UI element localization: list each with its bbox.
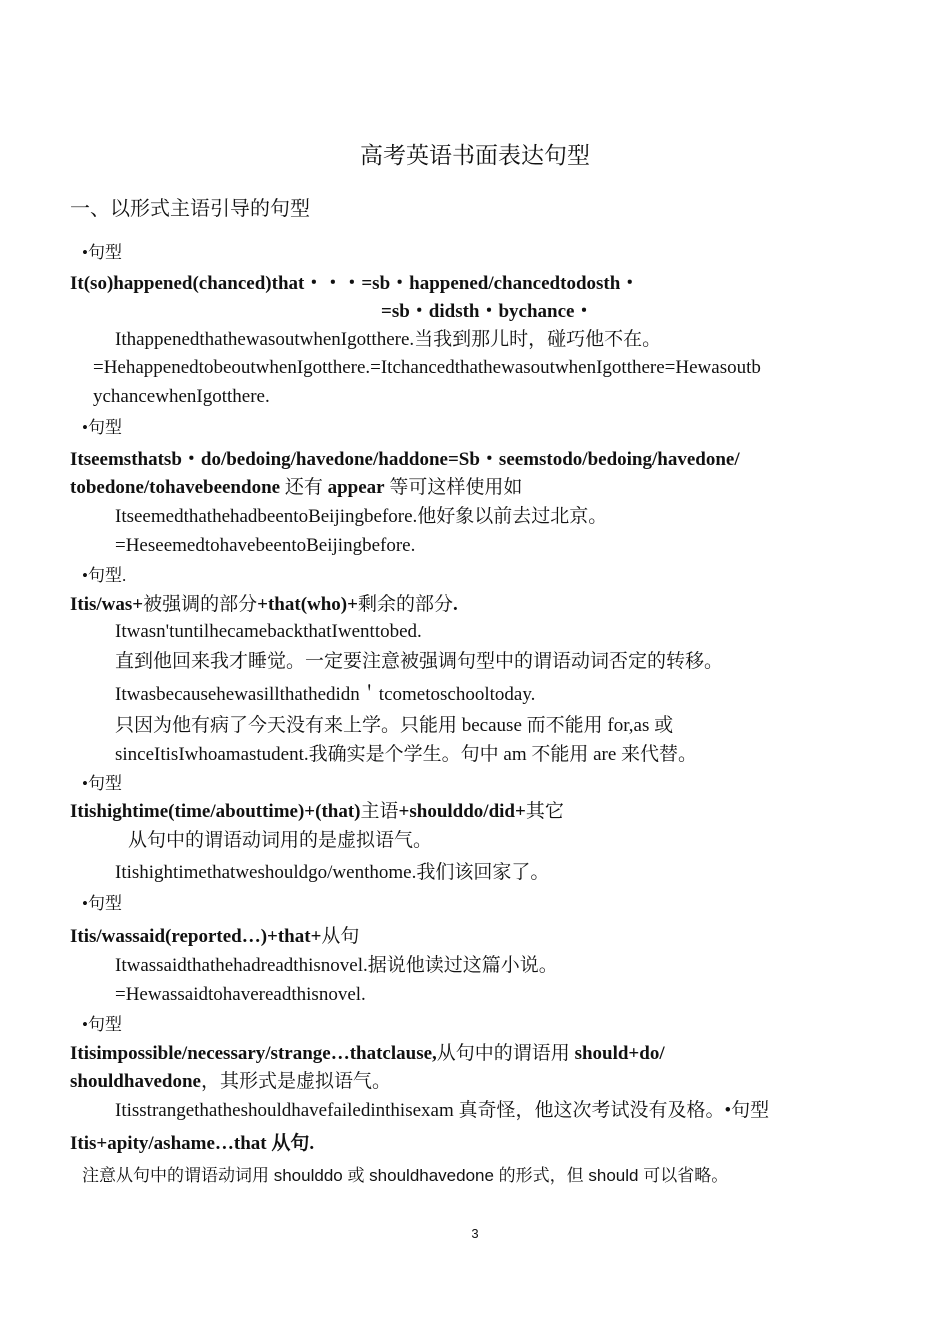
pattern-7-tail: 从句. xyxy=(266,1133,315,1154)
example-5-1: Itwassaidthathehadreadthisnovel.据说他读过这篇小说。 xyxy=(115,955,558,976)
example-6-1: Itisstrangethatheshouldhavefailedinthisexam 真奇怪，他这次考试没有及格。•句型 xyxy=(115,1100,770,1121)
pattern-6-bold-2: should+do/ xyxy=(574,1043,665,1064)
pattern-3-bold-1: Itis/was+ xyxy=(70,594,144,615)
pattern-6-mid: 从句中的谓语用 xyxy=(436,1043,575,1064)
pattern-2-tail-b: 等可这样使用如 xyxy=(384,477,523,498)
pattern-3-line xyxy=(70,593,458,617)
example-1-1: IthappenedthathewasoutwhenIgotthere.当我到那儿时，碰巧他不在。 xyxy=(115,329,662,350)
note-7: 注意从句中的谓语动词用 shoulddo 或 shouldhavedone 的形式，但 should 可以省略。 xyxy=(82,1166,729,1185)
example-2-1: ItseemedthathehadbeentoBeijingbefore.他好象以前去过北京。 xyxy=(115,506,608,527)
pattern-1-line-a xyxy=(70,272,639,296)
bullet-label-4: •句型 xyxy=(82,774,122,793)
pattern-5-tail: 从句 xyxy=(321,926,360,947)
pattern-2-line-b xyxy=(70,476,522,500)
example-3-4: 只因为他有病了今天没有来上学。只能用 because 而不能用 for,as 或 xyxy=(115,715,674,736)
bullet-label-1: •句型 xyxy=(82,243,122,262)
pattern-6-bold-b: shouldhavedone xyxy=(70,1071,201,1092)
pattern-1-text-a: It(so)happened(chanced)that・・・=sb・happened/chancedtodosth・ xyxy=(70,273,640,294)
bullet-label-3: •句型. xyxy=(82,566,127,585)
pattern-3-mid-2: 剩余的部分 xyxy=(357,594,453,615)
example-1-2: =HehappenedtobeoutwhenIgotthere.=ItchancedthathewasoutwhenIgotthere=Hewasoutb xyxy=(93,357,761,378)
pattern-2-bold-b: tobedone/tohavebeendone xyxy=(70,477,281,498)
page-number: 3 xyxy=(471,1226,479,1241)
pattern-4-mid-2: 其它 xyxy=(525,801,564,822)
pattern-7-line xyxy=(70,1132,314,1156)
pattern-6-line-b xyxy=(70,1070,391,1094)
pattern-4-bold-1: Itishightime(time/abouttime)+(that) xyxy=(70,801,361,822)
pattern-2-text-a: Itseemsthatsb・do/bedoing/havedone/haddone=Sb・seemstodo/bedoing/havedone/ xyxy=(70,449,740,470)
pattern-4-mid-1: 主语 xyxy=(360,801,399,822)
pattern-3-bold-3: . xyxy=(452,594,458,615)
pattern-4-bold-2: +shoulddo/did+ xyxy=(398,801,526,822)
example-5-2: =Hewassaidtohavereadthisnovel. xyxy=(115,984,366,1005)
pattern-3-mid-1: 被强调的部分 xyxy=(143,594,258,615)
pattern-2-mid-b: 还有 xyxy=(280,477,328,498)
example-3-2: 直到他回来我才睡觉。一定要注意被强调句型中的谓语动词否定的转移。 xyxy=(115,651,724,672)
example-2-2: =HeseemedtohavebeentoBeijingbefore. xyxy=(115,535,416,556)
pattern-5-bold: Itis/wassaid(reported…)+that+ xyxy=(70,926,322,947)
pattern-1-line-b xyxy=(381,300,594,324)
example-3-5: sinceItisIwhoamastudent.我确实是个学生。句中 am 不能用 are 来代替。 xyxy=(115,744,698,765)
bullet-label-2: •句型 xyxy=(82,418,122,437)
example-3-3: Itwasbecausehewasillthathedidn＇tcometoschooltoday. xyxy=(115,684,536,705)
page-title: 高考英语书面表达句型 xyxy=(360,142,590,168)
example-1-3: ychancewhenIgotthere. xyxy=(93,386,270,407)
pattern-6-line-a xyxy=(70,1042,665,1066)
note-4: 从句中的谓语动词用的是虚拟语气。 xyxy=(128,830,433,851)
bullet-label-5: •句型 xyxy=(82,894,122,913)
section-heading: 一、以形式主语引导的句型 xyxy=(70,198,310,220)
pattern-2-bold-b2: appear xyxy=(327,477,385,498)
pattern-5-line xyxy=(70,925,359,949)
bullet-label-6: •句型 xyxy=(82,1015,122,1034)
pattern-3-bold-2: +that(who)+ xyxy=(257,594,358,615)
pattern-6-bold-1: Itisimpossible/necessary/strange…thatclause, xyxy=(70,1043,437,1064)
pattern-6-tail-b: ，其形式是虚拟语气。 xyxy=(200,1071,391,1092)
example-3-1: Itwasn'tuntilhecamebackthatIwenttobed. xyxy=(115,621,422,642)
pattern-2-line-a xyxy=(70,448,740,472)
pattern-1-text-b: =sb・didsth・bychance・ xyxy=(381,301,594,322)
pattern-7-bold: Itis+apity/ashame…that xyxy=(70,1133,267,1154)
pattern-4-line xyxy=(70,800,564,824)
example-4-1: Itishightimethatweshouldgo/wenthome.我们该回家了。 xyxy=(115,862,550,883)
